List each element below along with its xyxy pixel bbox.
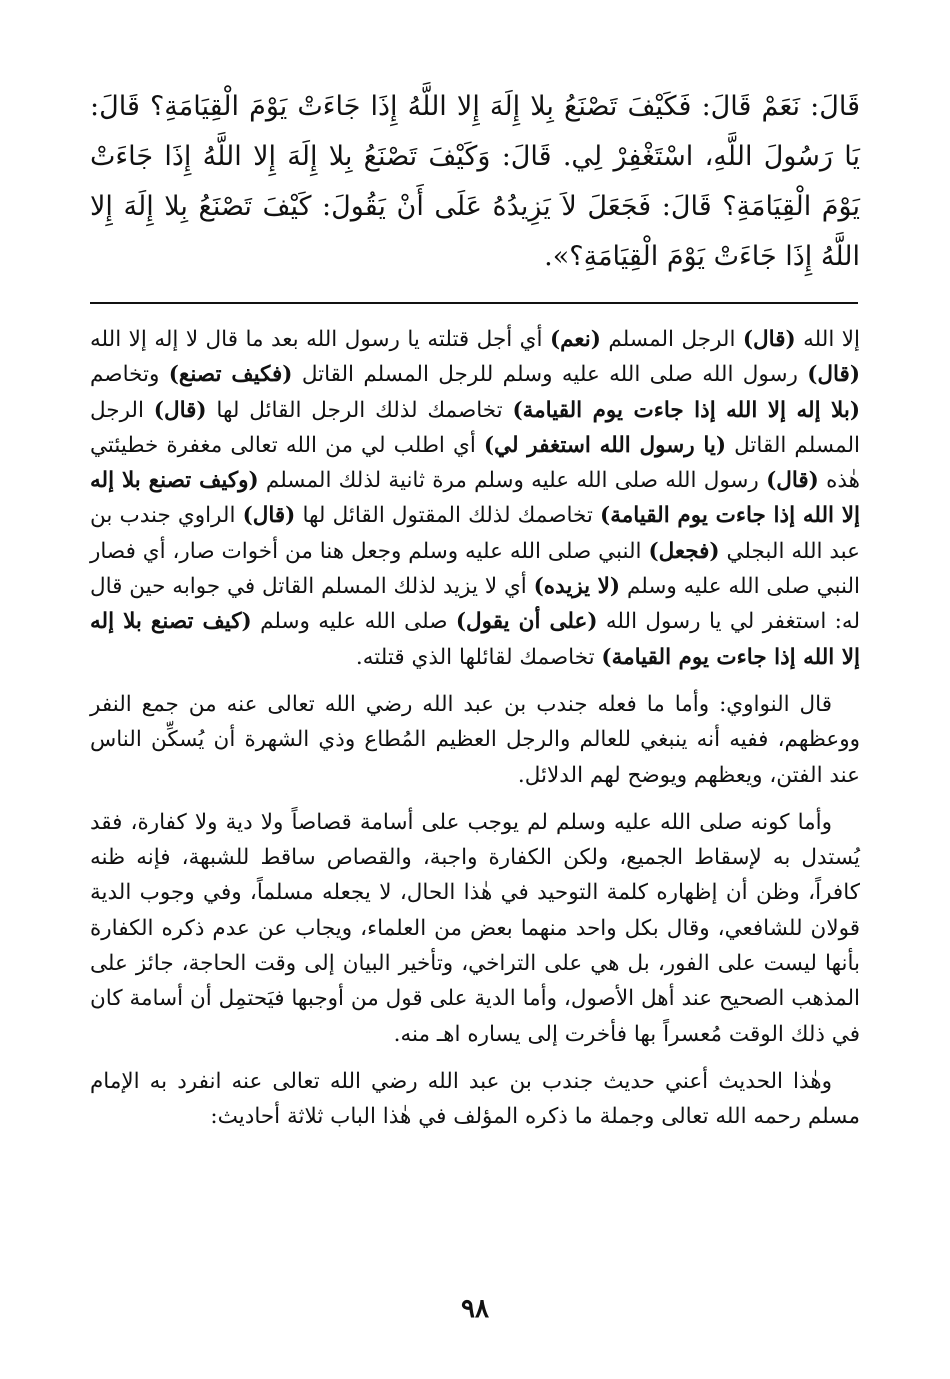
page-number: ٩٨	[461, 1294, 489, 1324]
bold-quote-segment: (نعم)	[549, 327, 601, 352]
text-segment: أي أجل قتلته يا رسول الله بعد ما قال لا إله إلا الله	[90, 327, 550, 352]
text-segment: أي اطلب لي من الله تعالى مغفرة خطيئتي هٰذه	[90, 432, 860, 494]
text-segment: أي لا يزيد لذلك المسلم القاتل في جوابه حين قال له: استغفر لي يا رسول الله	[90, 574, 861, 635]
text-segment: الراوي جندب بن عبد الله البجلي	[90, 503, 860, 564]
bold-quote-segment: (قال)	[807, 362, 860, 388]
bold-quote-segment: (قال)	[242, 503, 296, 529]
bold-quote-segment: (بلا إله إلا الله إذا جاءت يوم القيامة)	[512, 397, 861, 423]
text-segment: صلى الله عليه وسلم	[251, 609, 456, 635]
text-segment: رسول الله صلى الله عليه وسلم مرة ثانية لذلك المسلم	[258, 468, 767, 494]
bold-quote-segment: (فجعل)	[648, 538, 720, 564]
bold-quote-segment: (على أن يقول)	[455, 609, 598, 635]
footnote-divider	[90, 302, 858, 304]
commentary-paragraph-3: وأما كونه صلى الله عليه وسلم لم يوجب على أسامة قصاصاً ولا دية ولا كفارة، فقد يُستدل به لإسقاط الجميع، ولكن الكفارة واجبة، والقصاص ساقط للشبهة، فإنه ظنه كافراً، وظن أن إظهاره كلمة التوحيد في هٰذا الحال، لا يجعله مسلماً، وفي وجوب الدية قولان للشافعي، وقال بكل واحد منهما بعض من العلماء، ويجاب عن عدم ذكره الكفارة بأنها ليست على الفور، بل هي على التراخي، وتأخير البيان إلى وقت الحاجة، جائز على المذهب الصحيح عند أهل الأصول، وأما الدية على قول من أوجبها فيَحتمِل أن أسامة كان في ذلك الوقت مُعسراً بها فأخرت إلى يساره اهـ منه.	[90, 809, 860, 1047]
text-segment: تخاصمك لذلك الرجل القائل لها	[206, 397, 513, 423]
text-segment: النبي صلى الله عليه وسلم وجعل هنا من أخوات صار، أي فصار النبي صلى الله عليه وسلم	[90, 538, 860, 600]
commentary-paragraph-2: قال النواوي: وأما ما فعله جندب بن عبد الله رضي الله تعالى عنه من جمع النفر ووعظهم، ففيه أنه ينبغي للعالم والرجل العظيم المُطاع وذي الشهرة أن يُسكِّن الناس عند الفتن، ويعظهم ويوضح لهم الدلائل.	[90, 691, 860, 788]
commentary-block	[90, 322, 860, 1135]
bold-quote-segment: (قال)	[742, 327, 796, 352]
text-segment: تخاصمك لقائلها الذي قتلته.	[355, 644, 602, 670]
bold-quote-segment: (كيف تصنع بلا إله إلا الله إذا جاءت يوم القيامة)	[90, 609, 860, 670]
text-segment: الرجل المسلم	[600, 327, 743, 352]
text-segment: إلا الله	[795, 327, 860, 352]
bold-quote-segment: (يا رسول الله استغفر لي)	[483, 432, 727, 458]
text-segment: تخاصمك لذلك المقتول القائل لها	[295, 503, 601, 529]
bold-quote-segment: (وكيف تصنع بلا إله إلا الله إذا جاءت يوم القيامة)	[90, 468, 860, 529]
bold-quote-segment: (فكيف تصنع)	[168, 362, 293, 388]
hadith-block	[90, 82, 860, 282]
text-segment: وتخاصم	[90, 362, 169, 388]
text-segment: الرجل المسلم القاتل	[90, 397, 860, 458]
text-segment: رسول الله صلى الله عليه وسلم للرجل المسلم القاتل	[292, 362, 808, 388]
hadith-text: قَالَ: نَعَمْ قَالَ: فَكَيْفَ تَصْنَعُ بِلا إِلَهَ إِلا اللَّهُ إِذَا جَاءَتْ يَوْمَ الْقِيَامَةِ؟ قَالَ: يَا رَسُولَ اللَّهِ، اسْتَغْفِرْ لِي. قَالَ: وَكَيْفَ تَصْنَعُ بِلا إِلَهَ إِلا اللَّهُ إِذَا جَاءَتْ يَوْمَ الْقِيَامَةِ؟ قَالَ: فَجَعَلَ لاَ يَزِيدُهُ عَلَى أَنْ يَقُولَ: كَيْفَ تَصْنَعُ بِلا إِلَهَ إِلا اللَّهُ إِذَا جَاءَتْ يَوْمَ الْقِيَامَةِ؟».	[90, 91, 860, 272]
bold-quote-segment: (لا يزيده)	[533, 574, 621, 600]
bold-quote-segment: (قال)	[766, 468, 819, 494]
commentary-paragraph-1	[90, 322, 860, 675]
bold-quote-segment: (قال)	[153, 397, 207, 423]
commentary-paragraph-4: وهٰذا الحديث أعني حديث جندب بن عبد الله رضي الله تعالى عنه انفرد به الإمام مسلم رحمه الله تعالى وجملة ما ذكره المؤلف في هٰذا الباب ثلاثة أحاديث:	[90, 1068, 860, 1130]
